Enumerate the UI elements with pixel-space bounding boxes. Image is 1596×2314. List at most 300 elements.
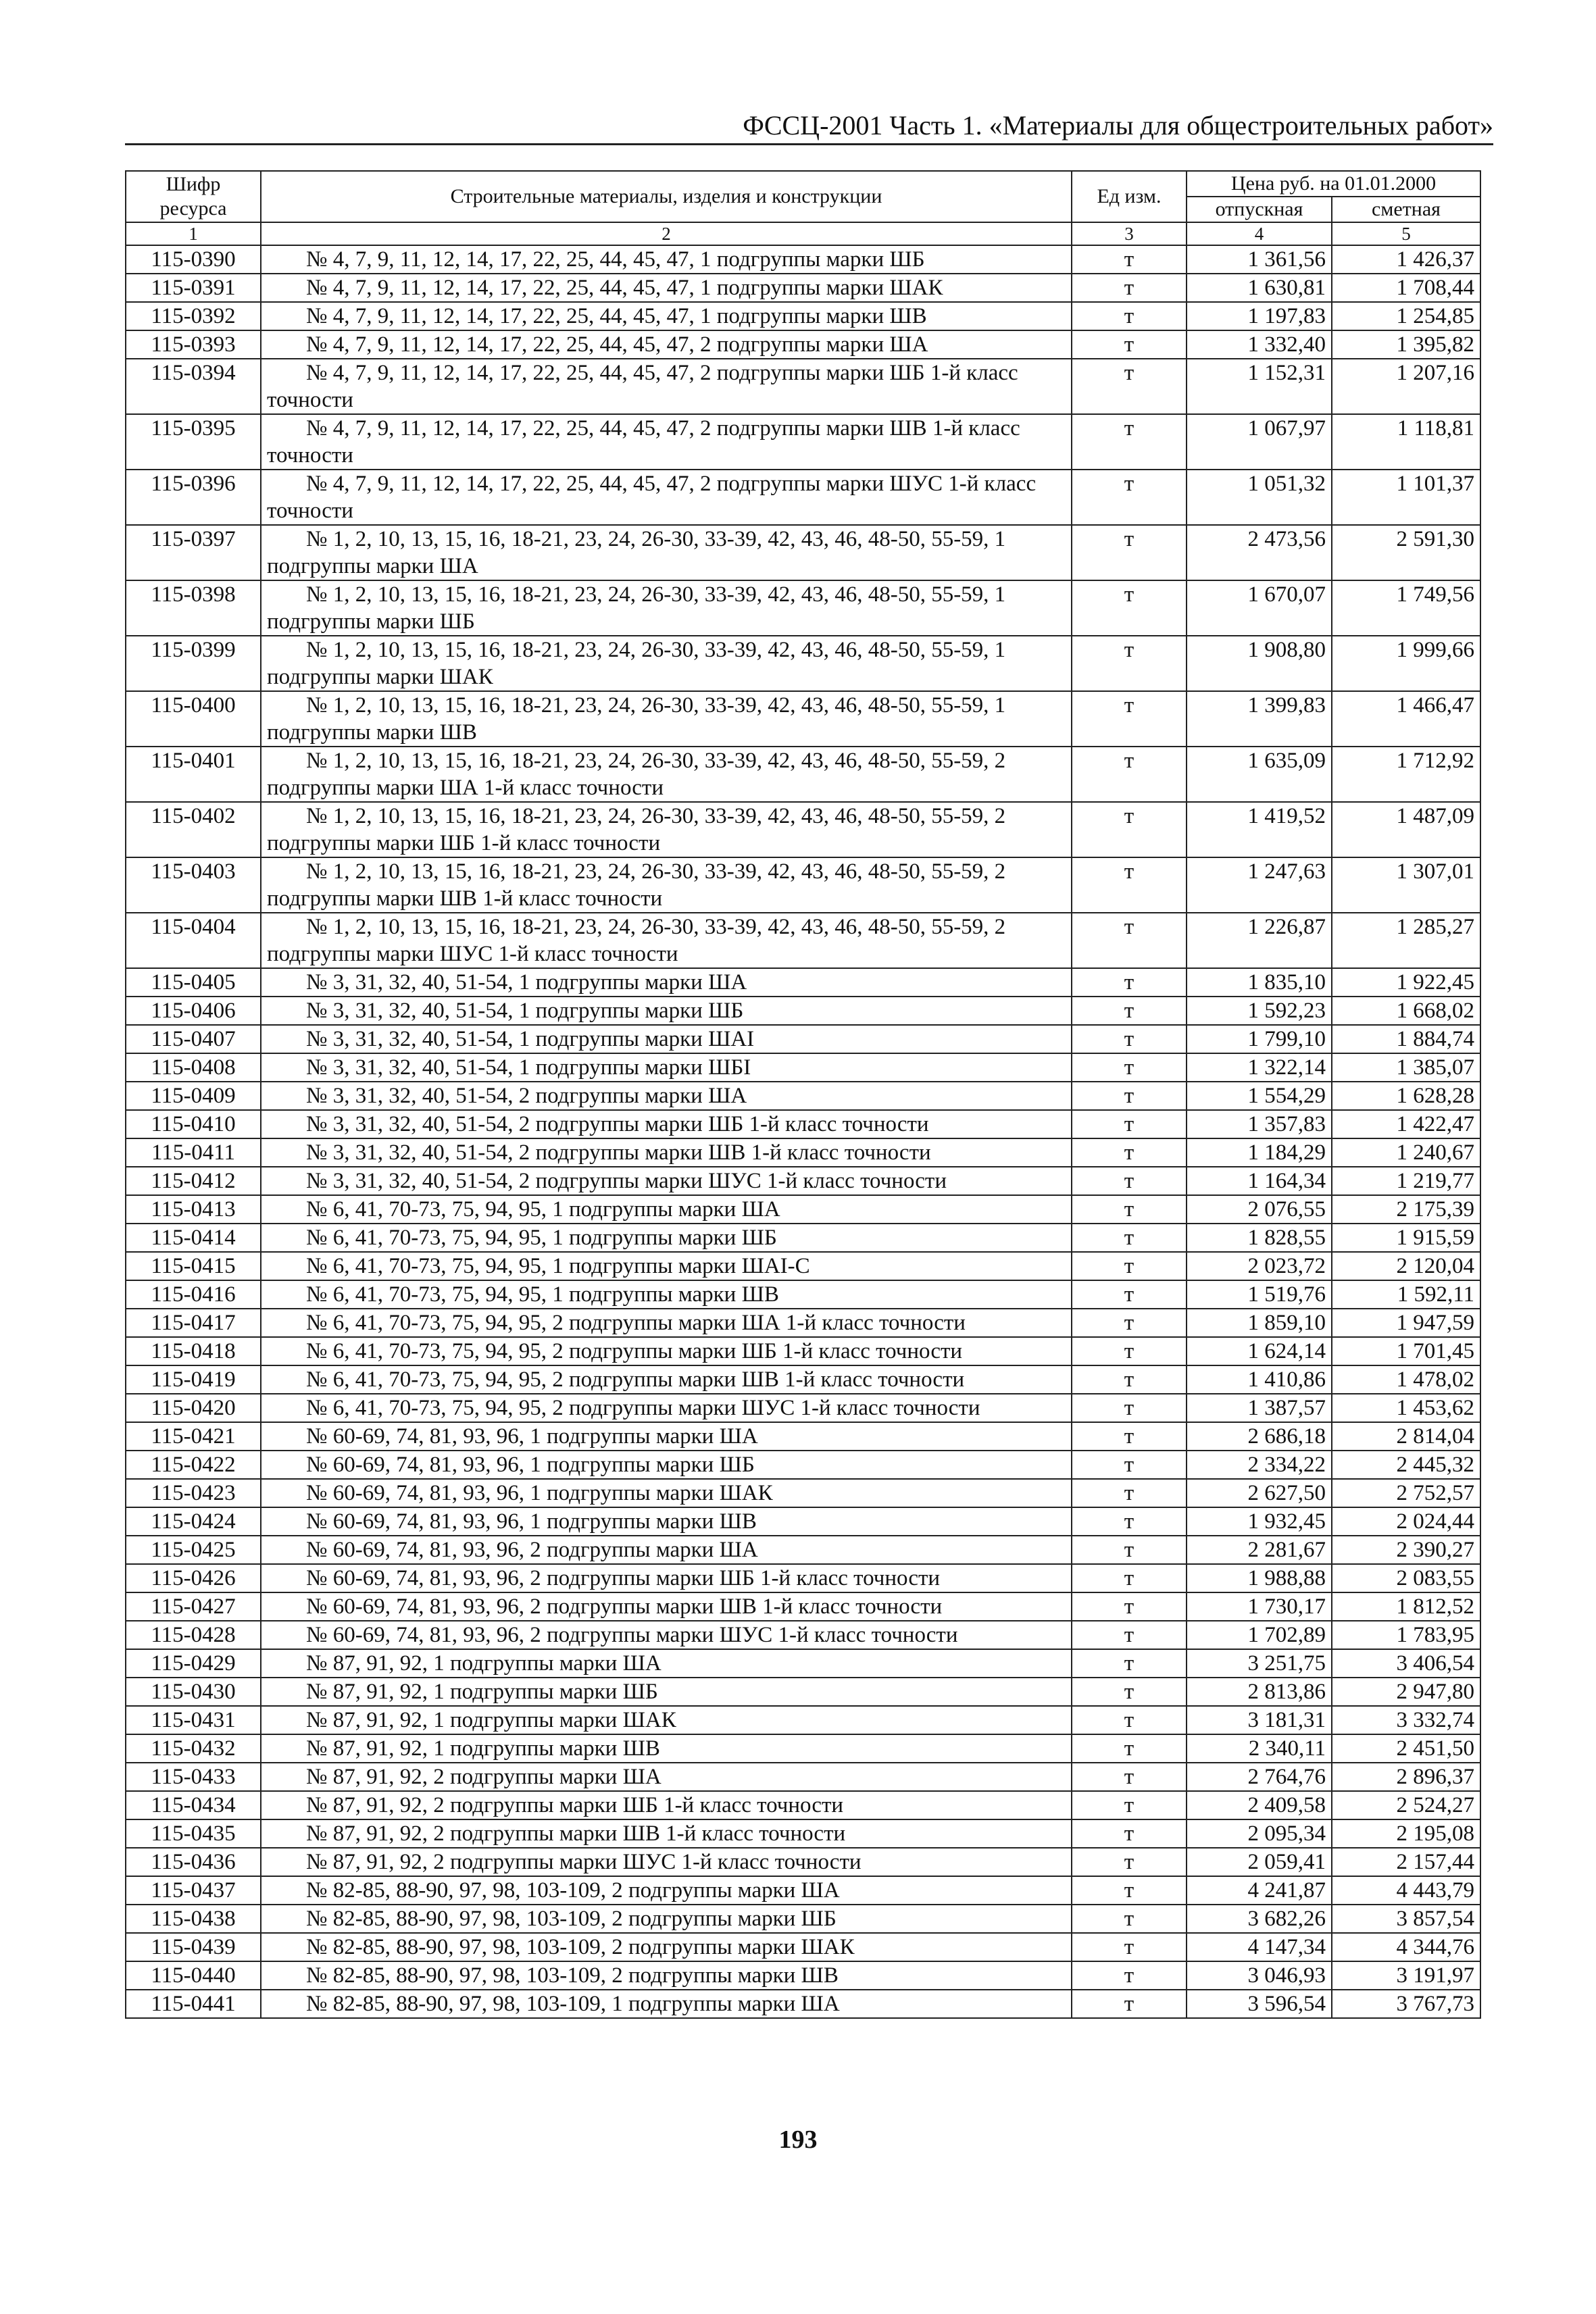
estimate-price: 1 783,95 bbox=[1332, 1621, 1480, 1649]
material-description bbox=[261, 1905, 1072, 1933]
description-text: № 60-69, 74, 81, 93, 96, 2 подгруппы марки ШВ 1-й класс точности bbox=[306, 1594, 943, 1619]
table-row bbox=[126, 580, 1480, 636]
material-description bbox=[261, 359, 1072, 414]
estimate-price: 1 307,01 bbox=[1332, 857, 1480, 913]
material-description bbox=[261, 1848, 1072, 1876]
column-number: 1 bbox=[126, 222, 261, 245]
resource-code: 115-0404 bbox=[126, 913, 261, 968]
resource-code: 115-0427 bbox=[126, 1592, 261, 1621]
unit-of-measure: т bbox=[1072, 580, 1187, 636]
release-price: 3 181,31 bbox=[1187, 1706, 1332, 1734]
estimate-price: 1 118,81 bbox=[1332, 414, 1480, 470]
table-row bbox=[126, 1961, 1480, 1990]
resource-code: 115-0417 bbox=[126, 1309, 261, 1337]
release-price: 2 340,11 bbox=[1187, 1734, 1332, 1763]
material-description bbox=[261, 1110, 1072, 1138]
unit-of-measure: т bbox=[1072, 1138, 1187, 1167]
material-description bbox=[261, 1053, 1072, 1082]
release-price: 1 670,07 bbox=[1187, 580, 1332, 636]
estimate-price: 1 701,45 bbox=[1332, 1337, 1480, 1365]
release-price: 2 059,41 bbox=[1187, 1848, 1332, 1876]
table-row bbox=[126, 1536, 1480, 1564]
table-row bbox=[126, 1082, 1480, 1110]
release-price: 2 023,72 bbox=[1187, 1252, 1332, 1280]
table-row bbox=[126, 1621, 1480, 1649]
description-text: № 87, 91, 92, 1 подгруппы марки ШБ bbox=[306, 1680, 658, 1704]
header-code: Шифр ресурса bbox=[126, 171, 261, 222]
description-text: № 6, 41, 70-73, 75, 94, 95, 2 подгруппы марки ШБ 1-й класс точности bbox=[306, 1339, 963, 1363]
estimate-price: 1 453,62 bbox=[1332, 1394, 1480, 1422]
unit-of-measure: т bbox=[1072, 968, 1187, 997]
table-row bbox=[126, 1876, 1480, 1905]
unit-of-measure: т bbox=[1072, 1507, 1187, 1536]
material-description bbox=[261, 802, 1072, 857]
material-description bbox=[261, 580, 1072, 636]
table-row bbox=[126, 1224, 1480, 1252]
material-description bbox=[261, 1280, 1072, 1309]
header-estimate-price: сметная bbox=[1332, 197, 1480, 222]
table-row bbox=[126, 1422, 1480, 1451]
release-price: 1 247,63 bbox=[1187, 857, 1332, 913]
table-row bbox=[126, 997, 1480, 1025]
material-description bbox=[261, 1337, 1072, 1365]
material-description bbox=[261, 1224, 1072, 1252]
document-header-title: ФССЦ-2001 Часть 1. «Материалы для общестроительных работ» bbox=[743, 110, 1493, 141]
resource-code: 115-0407 bbox=[126, 1025, 261, 1053]
resource-code: 115-0436 bbox=[126, 1848, 261, 1876]
release-price: 1 828,55 bbox=[1187, 1224, 1332, 1252]
material-description bbox=[261, 525, 1072, 580]
table-row bbox=[126, 1678, 1480, 1706]
resource-code: 115-0416 bbox=[126, 1280, 261, 1309]
table-row bbox=[126, 1167, 1480, 1195]
unit-of-measure: т bbox=[1072, 1592, 1187, 1621]
estimate-price: 1 254,85 bbox=[1332, 302, 1480, 330]
unit-of-measure: т bbox=[1072, 1195, 1187, 1224]
description-text: № 1, 2, 10, 13, 15, 16, 18-21, 23, 24, 26-30, 33-39, 42, 43, 46, 48-50, 55-59, 2 подгруппы марки ШВ 1-й класс точности bbox=[267, 859, 1006, 911]
estimate-price: 2 591,30 bbox=[1332, 525, 1480, 580]
material-description bbox=[261, 1195, 1072, 1224]
estimate-price: 1 915,59 bbox=[1332, 1224, 1480, 1252]
unit-of-measure: т bbox=[1072, 1252, 1187, 1280]
estimate-price: 1 422,47 bbox=[1332, 1110, 1480, 1138]
resource-code: 115-0441 bbox=[126, 1990, 261, 2018]
unit-of-measure: т bbox=[1072, 1536, 1187, 1564]
resource-code: 115-0414 bbox=[126, 1224, 261, 1252]
release-price: 2 686,18 bbox=[1187, 1422, 1332, 1451]
resource-code: 115-0392 bbox=[126, 302, 261, 330]
estimate-price: 1 749,56 bbox=[1332, 580, 1480, 636]
header-release-price: отпускная bbox=[1187, 197, 1332, 222]
unit-of-measure: т bbox=[1072, 1053, 1187, 1082]
description-text: № 1, 2, 10, 13, 15, 16, 18-21, 23, 24, 26-30, 33-39, 42, 43, 46, 48-50, 55-59, 1 подгруппы марки ШАК bbox=[267, 638, 1006, 689]
description-text: № 1, 2, 10, 13, 15, 16, 18-21, 23, 24, 26-30, 33-39, 42, 43, 46, 48-50, 55-59, 2 подгруппы марки ШБ 1-й класс точности bbox=[267, 804, 1006, 855]
description-text: № 82-85, 88-90, 97, 98, 103-109, 2 подгруппы марки ШБ bbox=[306, 1907, 837, 1931]
resource-code: 115-0425 bbox=[126, 1536, 261, 1564]
resource-code: 115-0402 bbox=[126, 802, 261, 857]
unit-of-measure: т bbox=[1072, 302, 1187, 330]
material-description bbox=[261, 997, 1072, 1025]
table-row bbox=[126, 1110, 1480, 1138]
description-text: № 3, 31, 32, 40, 51-54, 2 подгруппы марки ШБ 1-й класс точности bbox=[306, 1112, 929, 1136]
table-row bbox=[126, 968, 1480, 997]
resource-code: 115-0394 bbox=[126, 359, 261, 414]
estimate-price: 1 712,92 bbox=[1332, 747, 1480, 802]
resource-code: 115-0415 bbox=[126, 1252, 261, 1280]
estimate-price: 1 466,47 bbox=[1332, 691, 1480, 747]
resource-code: 115-0396 bbox=[126, 470, 261, 525]
description-text: № 1, 2, 10, 13, 15, 16, 18-21, 23, 24, 26-30, 33-39, 42, 43, 46, 48-50, 55-59, 2 подгруппы марки ШУС 1-й класс точности bbox=[267, 915, 1006, 966]
table-row bbox=[126, 913, 1480, 968]
column-number: 2 bbox=[261, 222, 1072, 245]
estimate-price: 3 191,97 bbox=[1332, 1961, 1480, 1990]
table-row bbox=[126, 747, 1480, 802]
table-row bbox=[126, 1025, 1480, 1053]
estimate-price: 3 332,74 bbox=[1332, 1706, 1480, 1734]
release-price: 2 334,22 bbox=[1187, 1451, 1332, 1479]
resource-code: 115-0431 bbox=[126, 1706, 261, 1734]
estimate-price: 2 814,04 bbox=[1332, 1422, 1480, 1451]
column-number: 5 bbox=[1332, 222, 1480, 245]
material-description bbox=[261, 857, 1072, 913]
resource-code: 115-0410 bbox=[126, 1110, 261, 1138]
material-description bbox=[261, 691, 1072, 747]
resource-code: 115-0423 bbox=[126, 1479, 261, 1507]
table-row bbox=[126, 1763, 1480, 1791]
table-row bbox=[126, 1195, 1480, 1224]
header-price: Цена руб. на 01.01.2000 bbox=[1187, 171, 1480, 197]
estimate-price: 1 999,66 bbox=[1332, 636, 1480, 691]
material-description bbox=[261, 1451, 1072, 1479]
resource-code: 115-0426 bbox=[126, 1564, 261, 1592]
material-description bbox=[261, 1309, 1072, 1337]
unit-of-measure: т bbox=[1072, 1110, 1187, 1138]
description-text: № 82-85, 88-90, 97, 98, 103-109, 2 подгруппы марки ШВ bbox=[306, 1963, 839, 1988]
unit-of-measure: т bbox=[1072, 1224, 1187, 1252]
material-description bbox=[261, 1394, 1072, 1422]
materials-price-table bbox=[125, 170, 1481, 2019]
estimate-price: 1 426,37 bbox=[1332, 245, 1480, 274]
resource-code: 115-0406 bbox=[126, 997, 261, 1025]
estimate-price: 2 024,44 bbox=[1332, 1507, 1480, 1536]
resource-code: 115-0433 bbox=[126, 1763, 261, 1791]
resource-code: 115-0432 bbox=[126, 1734, 261, 1763]
header-divider bbox=[125, 143, 1493, 145]
release-price: 1 387,57 bbox=[1187, 1394, 1332, 1422]
resource-code: 115-0393 bbox=[126, 330, 261, 359]
material-description bbox=[261, 414, 1072, 470]
description-text: № 4, 7, 9, 11, 12, 14, 17, 22, 25, 44, 45, 47, 2 подгруппы марки ШУС 1-й класс точности bbox=[267, 472, 1037, 523]
resource-code: 115-0408 bbox=[126, 1053, 261, 1082]
estimate-price: 2 083,55 bbox=[1332, 1564, 1480, 1592]
unit-of-measure: т bbox=[1072, 802, 1187, 857]
table-row bbox=[126, 1791, 1480, 1819]
release-price: 3 682,26 bbox=[1187, 1905, 1332, 1933]
release-price: 2 473,56 bbox=[1187, 525, 1332, 580]
material-description bbox=[261, 1167, 1072, 1195]
table-row bbox=[126, 1734, 1480, 1763]
unit-of-measure: т bbox=[1072, 1848, 1187, 1876]
description-text: № 4, 7, 9, 11, 12, 14, 17, 22, 25, 44, 45, 47, 2 подгруппы марки ША bbox=[306, 332, 928, 357]
release-price: 1 322,14 bbox=[1187, 1053, 1332, 1082]
estimate-price: 1 478,02 bbox=[1332, 1365, 1480, 1394]
material-description bbox=[261, 1252, 1072, 1280]
resource-code: 115-0421 bbox=[126, 1422, 261, 1451]
description-text: № 1, 2, 10, 13, 15, 16, 18-21, 23, 24, 26-30, 33-39, 42, 43, 46, 48-50, 55-59, 1 подгруппы марки ША bbox=[267, 527, 1006, 578]
estimate-price: 2 451,50 bbox=[1332, 1734, 1480, 1763]
resource-code: 115-0437 bbox=[126, 1876, 261, 1905]
material-description bbox=[261, 1621, 1072, 1649]
table-row bbox=[126, 691, 1480, 747]
table-row bbox=[126, 1280, 1480, 1309]
unit-of-measure: т bbox=[1072, 1025, 1187, 1053]
table-row bbox=[126, 1394, 1480, 1422]
release-price: 1 730,17 bbox=[1187, 1592, 1332, 1621]
release-price: 1 164,34 bbox=[1187, 1167, 1332, 1195]
description-text: № 60-69, 74, 81, 93, 96, 1 подгруппы марки ШБ bbox=[306, 1453, 755, 1477]
release-price: 1 419,52 bbox=[1187, 802, 1332, 857]
table-row bbox=[126, 1848, 1480, 1876]
resource-code: 115-0435 bbox=[126, 1819, 261, 1848]
description-text: № 87, 91, 92, 1 подгруппы марки ША bbox=[306, 1651, 662, 1676]
description-text: № 82-85, 88-90, 97, 98, 103-109, 2 подгруппы марки ША bbox=[306, 1878, 840, 1903]
unit-of-measure: т bbox=[1072, 1394, 1187, 1422]
material-description bbox=[261, 470, 1072, 525]
estimate-price: 2 445,32 bbox=[1332, 1451, 1480, 1479]
table-row bbox=[126, 1819, 1480, 1848]
estimate-price: 2 157,44 bbox=[1332, 1848, 1480, 1876]
table-row bbox=[126, 1706, 1480, 1734]
resource-code: 115-0391 bbox=[126, 274, 261, 302]
description-text: № 6, 41, 70-73, 75, 94, 95, 1 подгруппы марки ШАI-С bbox=[306, 1254, 810, 1278]
unit-of-measure: т bbox=[1072, 1621, 1187, 1649]
resource-code: 115-0400 bbox=[126, 691, 261, 747]
estimate-price: 2 120,04 bbox=[1332, 1252, 1480, 1280]
release-price: 1 226,87 bbox=[1187, 913, 1332, 968]
unit-of-measure: т bbox=[1072, 1564, 1187, 1592]
material-description bbox=[261, 1422, 1072, 1451]
release-price: 2 627,50 bbox=[1187, 1479, 1332, 1507]
unit-of-measure: т bbox=[1072, 1791, 1187, 1819]
description-text: № 60-69, 74, 81, 93, 96, 2 подгруппы марки ША bbox=[306, 1538, 758, 1562]
estimate-price: 1 395,82 bbox=[1332, 330, 1480, 359]
material-description bbox=[261, 1734, 1072, 1763]
resource-code: 115-0434 bbox=[126, 1791, 261, 1819]
release-price: 2 409,58 bbox=[1187, 1791, 1332, 1819]
release-price: 1 361,56 bbox=[1187, 245, 1332, 274]
description-text: № 3, 31, 32, 40, 51-54, 1 подгруппы марки ШБ bbox=[306, 999, 744, 1023]
description-text: № 60-69, 74, 81, 93, 96, 2 подгруппы марки ШБ 1-й класс точности bbox=[306, 1566, 941, 1590]
estimate-price: 1 101,37 bbox=[1332, 470, 1480, 525]
unit-of-measure: т bbox=[1072, 997, 1187, 1025]
estimate-price: 1 592,11 bbox=[1332, 1280, 1480, 1309]
release-price: 1 908,80 bbox=[1187, 636, 1332, 691]
unit-of-measure: т bbox=[1072, 1309, 1187, 1337]
unit-of-measure: т bbox=[1072, 1961, 1187, 1990]
table-row bbox=[126, 245, 1480, 274]
resource-code: 115-0403 bbox=[126, 857, 261, 913]
release-price: 1 152,31 bbox=[1187, 359, 1332, 414]
material-description bbox=[261, 1791, 1072, 1819]
estimate-price: 4 443,79 bbox=[1332, 1876, 1480, 1905]
table-row bbox=[126, 274, 1480, 302]
unit-of-measure: т bbox=[1072, 1649, 1187, 1678]
description-text: № 6, 41, 70-73, 75, 94, 95, 2 подгруппы марки ШВ 1-й класс точности bbox=[306, 1367, 965, 1392]
resource-code: 115-0397 bbox=[126, 525, 261, 580]
resource-code: 115-0439 bbox=[126, 1933, 261, 1961]
material-description bbox=[261, 1706, 1072, 1734]
resource-code: 115-0398 bbox=[126, 580, 261, 636]
resource-code: 115-0420 bbox=[126, 1394, 261, 1422]
description-text: № 60-69, 74, 81, 93, 96, 1 подгруппы марки ША bbox=[306, 1424, 758, 1449]
material-description bbox=[261, 302, 1072, 330]
table-row bbox=[126, 1649, 1480, 1678]
table-row bbox=[126, 636, 1480, 691]
material-description bbox=[261, 1082, 1072, 1110]
table-row bbox=[126, 857, 1480, 913]
table-row bbox=[126, 302, 1480, 330]
estimate-price: 3 406,54 bbox=[1332, 1649, 1480, 1678]
description-text: № 87, 91, 92, 2 подгруппы марки ША bbox=[306, 1765, 662, 1789]
estimate-price: 1 628,28 bbox=[1332, 1082, 1480, 1110]
header-unit: Ед изм. bbox=[1072, 171, 1187, 222]
description-text: № 60-69, 74, 81, 93, 96, 1 подгруппы марки ШАК bbox=[306, 1481, 773, 1505]
table-row bbox=[126, 359, 1480, 414]
material-description bbox=[261, 1933, 1072, 1961]
resource-code: 115-0429 bbox=[126, 1649, 261, 1678]
unit-of-measure: т bbox=[1072, 359, 1187, 414]
resource-code: 115-0395 bbox=[126, 414, 261, 470]
table-row bbox=[126, 1564, 1480, 1592]
material-description bbox=[261, 913, 1072, 968]
resource-code: 115-0401 bbox=[126, 747, 261, 802]
release-price: 2 076,55 bbox=[1187, 1195, 1332, 1224]
release-price: 1 067,97 bbox=[1187, 414, 1332, 470]
resource-code: 115-0419 bbox=[126, 1365, 261, 1394]
release-price: 1 635,09 bbox=[1187, 747, 1332, 802]
release-price: 1 988,88 bbox=[1187, 1564, 1332, 1592]
estimate-price: 1 668,02 bbox=[1332, 997, 1480, 1025]
description-text: № 6, 41, 70-73, 75, 94, 95, 1 подгруппы марки ШБ bbox=[306, 1226, 777, 1250]
table-row bbox=[126, 1479, 1480, 1507]
material-description bbox=[261, 1025, 1072, 1053]
table-row bbox=[126, 525, 1480, 580]
material-description bbox=[261, 274, 1072, 302]
estimate-price: 2 896,37 bbox=[1332, 1763, 1480, 1791]
table-row bbox=[126, 1309, 1480, 1337]
estimate-price: 1 219,77 bbox=[1332, 1167, 1480, 1195]
unit-of-measure: т bbox=[1072, 330, 1187, 359]
release-price: 1 932,45 bbox=[1187, 1507, 1332, 1536]
material-description bbox=[261, 1536, 1072, 1564]
unit-of-measure: т bbox=[1072, 1451, 1187, 1479]
unit-of-measure: т bbox=[1072, 1706, 1187, 1734]
material-description bbox=[261, 1592, 1072, 1621]
estimate-price: 1 947,59 bbox=[1332, 1309, 1480, 1337]
description-text: № 4, 7, 9, 11, 12, 14, 17, 22, 25, 44, 45, 47, 2 подгруппы марки ШБ 1-й класс точности bbox=[267, 361, 1018, 412]
header-description: Строительные материалы, изделия и конструкции bbox=[261, 171, 1072, 222]
description-text: № 3, 31, 32, 40, 51-54, 2 подгруппы марки ШВ 1-й класс точности bbox=[306, 1140, 931, 1165]
estimate-price: 3 767,73 bbox=[1332, 1990, 1480, 2018]
material-description bbox=[261, 1479, 1072, 1507]
estimate-price: 4 344,76 bbox=[1332, 1933, 1480, 1961]
description-text: № 1, 2, 10, 13, 15, 16, 18-21, 23, 24, 26-30, 33-39, 42, 43, 46, 48-50, 55-59, 1 подгруппы марки ШБ bbox=[267, 582, 1006, 634]
unit-of-measure: т bbox=[1072, 747, 1187, 802]
description-text: № 4, 7, 9, 11, 12, 14, 17, 22, 25, 44, 45, 47, 2 подгруппы марки ШВ 1-й класс точности bbox=[267, 416, 1020, 468]
resource-code: 115-0413 bbox=[126, 1195, 261, 1224]
description-text: № 82-85, 88-90, 97, 98, 103-109, 1 подгруппы марки ША bbox=[306, 1992, 840, 2016]
release-price: 1 332,40 bbox=[1187, 330, 1332, 359]
material-description bbox=[261, 1961, 1072, 1990]
release-price: 1 554,29 bbox=[1187, 1082, 1332, 1110]
material-description bbox=[261, 330, 1072, 359]
description-text: № 1, 2, 10, 13, 15, 16, 18-21, 23, 24, 26-30, 33-39, 42, 43, 46, 48-50, 55-59, 1 подгруппы марки ШВ bbox=[267, 693, 1006, 745]
resource-code: 115-0440 bbox=[126, 1961, 261, 1990]
material-description bbox=[261, 636, 1072, 691]
material-description bbox=[261, 1763, 1072, 1791]
release-price: 3 596,54 bbox=[1187, 1990, 1332, 2018]
table-row bbox=[126, 1138, 1480, 1167]
description-text: № 6, 41, 70-73, 75, 94, 95, 1 подгруппы марки ША bbox=[306, 1197, 780, 1222]
unit-of-measure: т bbox=[1072, 414, 1187, 470]
estimate-price: 1 285,27 bbox=[1332, 913, 1480, 968]
table-row bbox=[126, 1053, 1480, 1082]
description-text: № 87, 91, 92, 1 подгруппы марки ШАК bbox=[306, 1708, 676, 1732]
column-number-row bbox=[126, 222, 1480, 245]
unit-of-measure: т bbox=[1072, 1365, 1187, 1394]
release-price: 1 051,32 bbox=[1187, 470, 1332, 525]
description-text: № 4, 7, 9, 11, 12, 14, 17, 22, 25, 44, 45, 47, 1 подгруппы марки ШАК bbox=[306, 276, 943, 300]
table-row bbox=[126, 1933, 1480, 1961]
unit-of-measure: т bbox=[1072, 1763, 1187, 1791]
table-row bbox=[126, 1252, 1480, 1280]
description-text: № 6, 41, 70-73, 75, 94, 95, 1 подгруппы марки ШВ bbox=[306, 1282, 779, 1307]
table-row bbox=[126, 1451, 1480, 1479]
estimate-price: 2 947,80 bbox=[1332, 1678, 1480, 1706]
unit-of-measure: т bbox=[1072, 1167, 1187, 1195]
material-description bbox=[261, 1876, 1072, 1905]
unit-of-measure: т bbox=[1072, 1280, 1187, 1309]
release-price: 4 147,34 bbox=[1187, 1933, 1332, 1961]
description-text: № 87, 91, 92, 2 подгруппы марки ШВ 1-й класс точности bbox=[306, 1821, 846, 1846]
unit-of-measure: т bbox=[1072, 470, 1187, 525]
material-description bbox=[261, 1649, 1072, 1678]
estimate-price: 2 175,39 bbox=[1332, 1195, 1480, 1224]
unit-of-measure: т bbox=[1072, 1678, 1187, 1706]
description-text: № 82-85, 88-90, 97, 98, 103-109, 2 подгруппы марки ШАК bbox=[306, 1935, 855, 1959]
description-text: № 4, 7, 9, 11, 12, 14, 17, 22, 25, 44, 45, 47, 1 подгруппы марки ШБ bbox=[306, 247, 925, 272]
resource-code: 115-0422 bbox=[126, 1451, 261, 1479]
material-description bbox=[261, 1990, 1072, 2018]
table-row bbox=[126, 1337, 1480, 1365]
material-description bbox=[261, 968, 1072, 997]
description-text: № 60-69, 74, 81, 93, 96, 1 подгруппы марки ШВ bbox=[306, 1509, 757, 1534]
release-price: 1 592,23 bbox=[1187, 997, 1332, 1025]
material-description bbox=[261, 1819, 1072, 1848]
release-price: 1 519,76 bbox=[1187, 1280, 1332, 1309]
resource-code: 115-0411 bbox=[126, 1138, 261, 1167]
unit-of-measure: т bbox=[1072, 274, 1187, 302]
release-price: 2 281,67 bbox=[1187, 1536, 1332, 1564]
description-text: № 1, 2, 10, 13, 15, 16, 18-21, 23, 24, 26-30, 33-39, 42, 43, 46, 48-50, 55-59, 2 подгруппы марки ША 1-й класс точности bbox=[267, 749, 1006, 800]
unit-of-measure: т bbox=[1072, 857, 1187, 913]
column-number: 3 bbox=[1072, 222, 1187, 245]
unit-of-measure: т bbox=[1072, 1337, 1187, 1365]
estimate-price: 1 240,67 bbox=[1332, 1138, 1480, 1167]
material-description bbox=[261, 1365, 1072, 1394]
description-text: № 87, 91, 92, 2 подгруппы марки ШБ 1-й класс точности bbox=[306, 1793, 844, 1817]
unit-of-measure: т bbox=[1072, 636, 1187, 691]
